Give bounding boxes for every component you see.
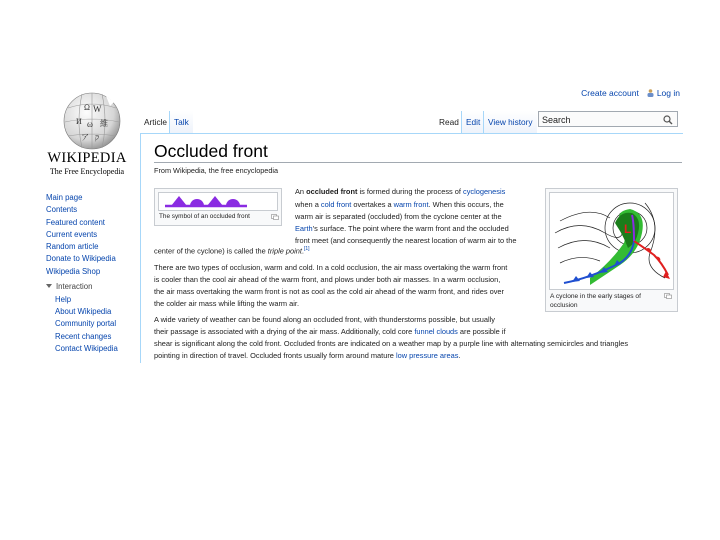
text: is formed during the process of: [357, 187, 463, 196]
p1-line2: [295, 200, 504, 209]
link-low-pressure-areas[interactable]: low pressure areas: [395, 351, 459, 360]
svg-text:И: И: [76, 117, 82, 126]
sidebar-item-help[interactable]: Help: [55, 294, 72, 304]
search-icon[interactable]: [663, 115, 673, 125]
cyclone-image[interactable]: [549, 192, 674, 290]
interaction-heading-label: Interaction: [56, 281, 93, 291]
collapse-triangle-icon: [46, 284, 52, 288]
link-cold-front[interactable]: cold front: [320, 200, 352, 209]
svg-text:ק: ק: [95, 133, 100, 142]
text: overtakes a: [351, 200, 394, 209]
bold-term: occluded front: [306, 187, 358, 196]
svg-text:ω: ω: [87, 119, 93, 129]
p3-line2: [154, 327, 506, 336]
thumb2-caption: A cyclone in the early stages of occlusion: [550, 293, 641, 309]
p2-line1: There are two types of occlusion, warm and cold. In a cold occlusion, the air mass overtaking the warm front: [154, 263, 508, 272]
tab-read[interactable]: Read: [435, 111, 463, 133]
title-divider: [154, 162, 682, 163]
p1-line5: front meet (and consequently the nearest location of warm air to the: [295, 236, 517, 245]
logo-wordmark: WIKIPEDIA: [47, 150, 127, 166]
sidebar-item-community-portal[interactable]: Community portal: [55, 319, 117, 329]
p3-line1: A wide variety of weather can be found along an occluded front, with thunderstorms possible, but usually: [154, 315, 495, 324]
enlarge-icon[interactable]: [271, 214, 279, 220]
sidebar-item-recent-changes[interactable]: Recent changes: [55, 331, 112, 341]
log-in-link[interactable]: Log in: [656, 88, 680, 98]
sidebar-item-main-page[interactable]: Main page: [46, 193, 83, 202]
p2-line3: the air mass overtaking the warm front is not as cool as the cold air ahead of the warm front, and rides over: [154, 287, 504, 296]
text: An: [295, 187, 307, 196]
thumb1-caption: The symbol of an occluded front: [159, 213, 250, 220]
sidebar-item-current-events[interactable]: Current events: [46, 229, 98, 239]
p1-line4: [295, 224, 509, 233]
svg-text:維: 維: [100, 119, 108, 128]
sidebar-item-random-article[interactable]: Random article: [46, 242, 99, 252]
site-sub: From Wikipedia, the free encyclopedia: [154, 166, 279, 175]
link-cyclogenesis[interactable]: cyclogenesis: [463, 187, 506, 196]
text: pointing in direction of travel. Occluded fronts usually form around mature: [154, 351, 396, 360]
italic-term: triple point: [267, 246, 302, 256]
text: their passage is associated with a drying of the air mass. Additionally, cold core: [154, 327, 415, 336]
personal-tools: [581, 88, 680, 98]
link-funnel-clouds[interactable]: funnel clouds: [414, 327, 458, 336]
sidebar-item-contact[interactable]: Contact Wikipedia: [55, 343, 118, 353]
thumb-cyclone: [545, 188, 678, 312]
puzzle-globe-icon: [62, 90, 122, 152]
text: are possible if: [457, 327, 506, 336]
p1-line3: warm air is separated (occluded) from the cyclone center at the: [295, 212, 502, 221]
page-title: Occluded front: [154, 141, 268, 161]
search-input[interactable]: [538, 111, 678, 127]
text: . When this occurs, the: [428, 200, 504, 209]
enlarge-icon[interactable]: [664, 293, 672, 299]
tab-talk[interactable]: Talk: [169, 111, 193, 133]
tab-view-history[interactable]: View history: [483, 111, 537, 133]
occluded-front-symbol-image[interactable]: [158, 192, 278, 211]
text: center of the cyclone) is called the: [154, 246, 268, 256]
occluded-front-symbol-icon: [159, 193, 277, 210]
svg-text:ア: ア: [81, 133, 89, 142]
tab-bar: [140, 111, 685, 133]
citation-1[interactable]: [1]: [303, 246, 310, 252]
svg-text:L: L: [624, 222, 632, 236]
interaction-heading[interactable]: [46, 282, 142, 291]
sidebar-item-contents[interactable]: Contents: [46, 205, 78, 215]
sidebar-item-donate[interactable]: Donate to Wikipedia: [46, 254, 116, 264]
link-warm-front[interactable]: warm front: [393, 200, 429, 209]
p2-line4: the colder air mass while lifting the warm air.: [154, 299, 299, 308]
svg-text:Ω: Ω: [84, 103, 90, 112]
p1-line6: [154, 246, 310, 255]
log-in-group[interactable]: [647, 88, 680, 98]
p3-line4: [154, 351, 460, 360]
logo-tagline: The Free Encyclopedia: [49, 167, 125, 176]
text: 's surface. The point where the warm front and the occluded: [312, 224, 509, 233]
p2-line2: is cooler than the cool air ahead of the warm front, and plows under both air masses. In a warm occlusion,: [154, 275, 501, 284]
create-account-link[interactable]: Create account: [581, 88, 639, 98]
cyclone-diagram-icon: [550, 193, 673, 289]
svg-text:W: W: [93, 104, 102, 114]
search-placeholder: Search: [542, 115, 571, 125]
thumb-occluded-symbol: [154, 188, 282, 226]
sidebar-item-featured-content[interactable]: Featured content: [46, 217, 105, 227]
text: .: [458, 351, 461, 360]
tab-article[interactable]: Article: [140, 111, 171, 133]
text: .: [301, 246, 304, 256]
p1-line1: [295, 187, 505, 196]
user-icon: [647, 89, 654, 97]
text: when a: [295, 200, 321, 209]
tab-edit[interactable]: Edit: [461, 111, 484, 133]
link-earth[interactable]: Earth: [295, 224, 313, 233]
sidebar-item-shop[interactable]: Wikipedia Shop: [46, 266, 101, 276]
p3-line3: shear is significant along the cold front. Occluded fronts are indicated on a weather map by a purple line with alternating semicircles and triangles: [154, 339, 629, 348]
sidebar-navigation: [46, 193, 142, 356]
sidebar-item-about[interactable]: About Wikipedia: [55, 307, 112, 317]
